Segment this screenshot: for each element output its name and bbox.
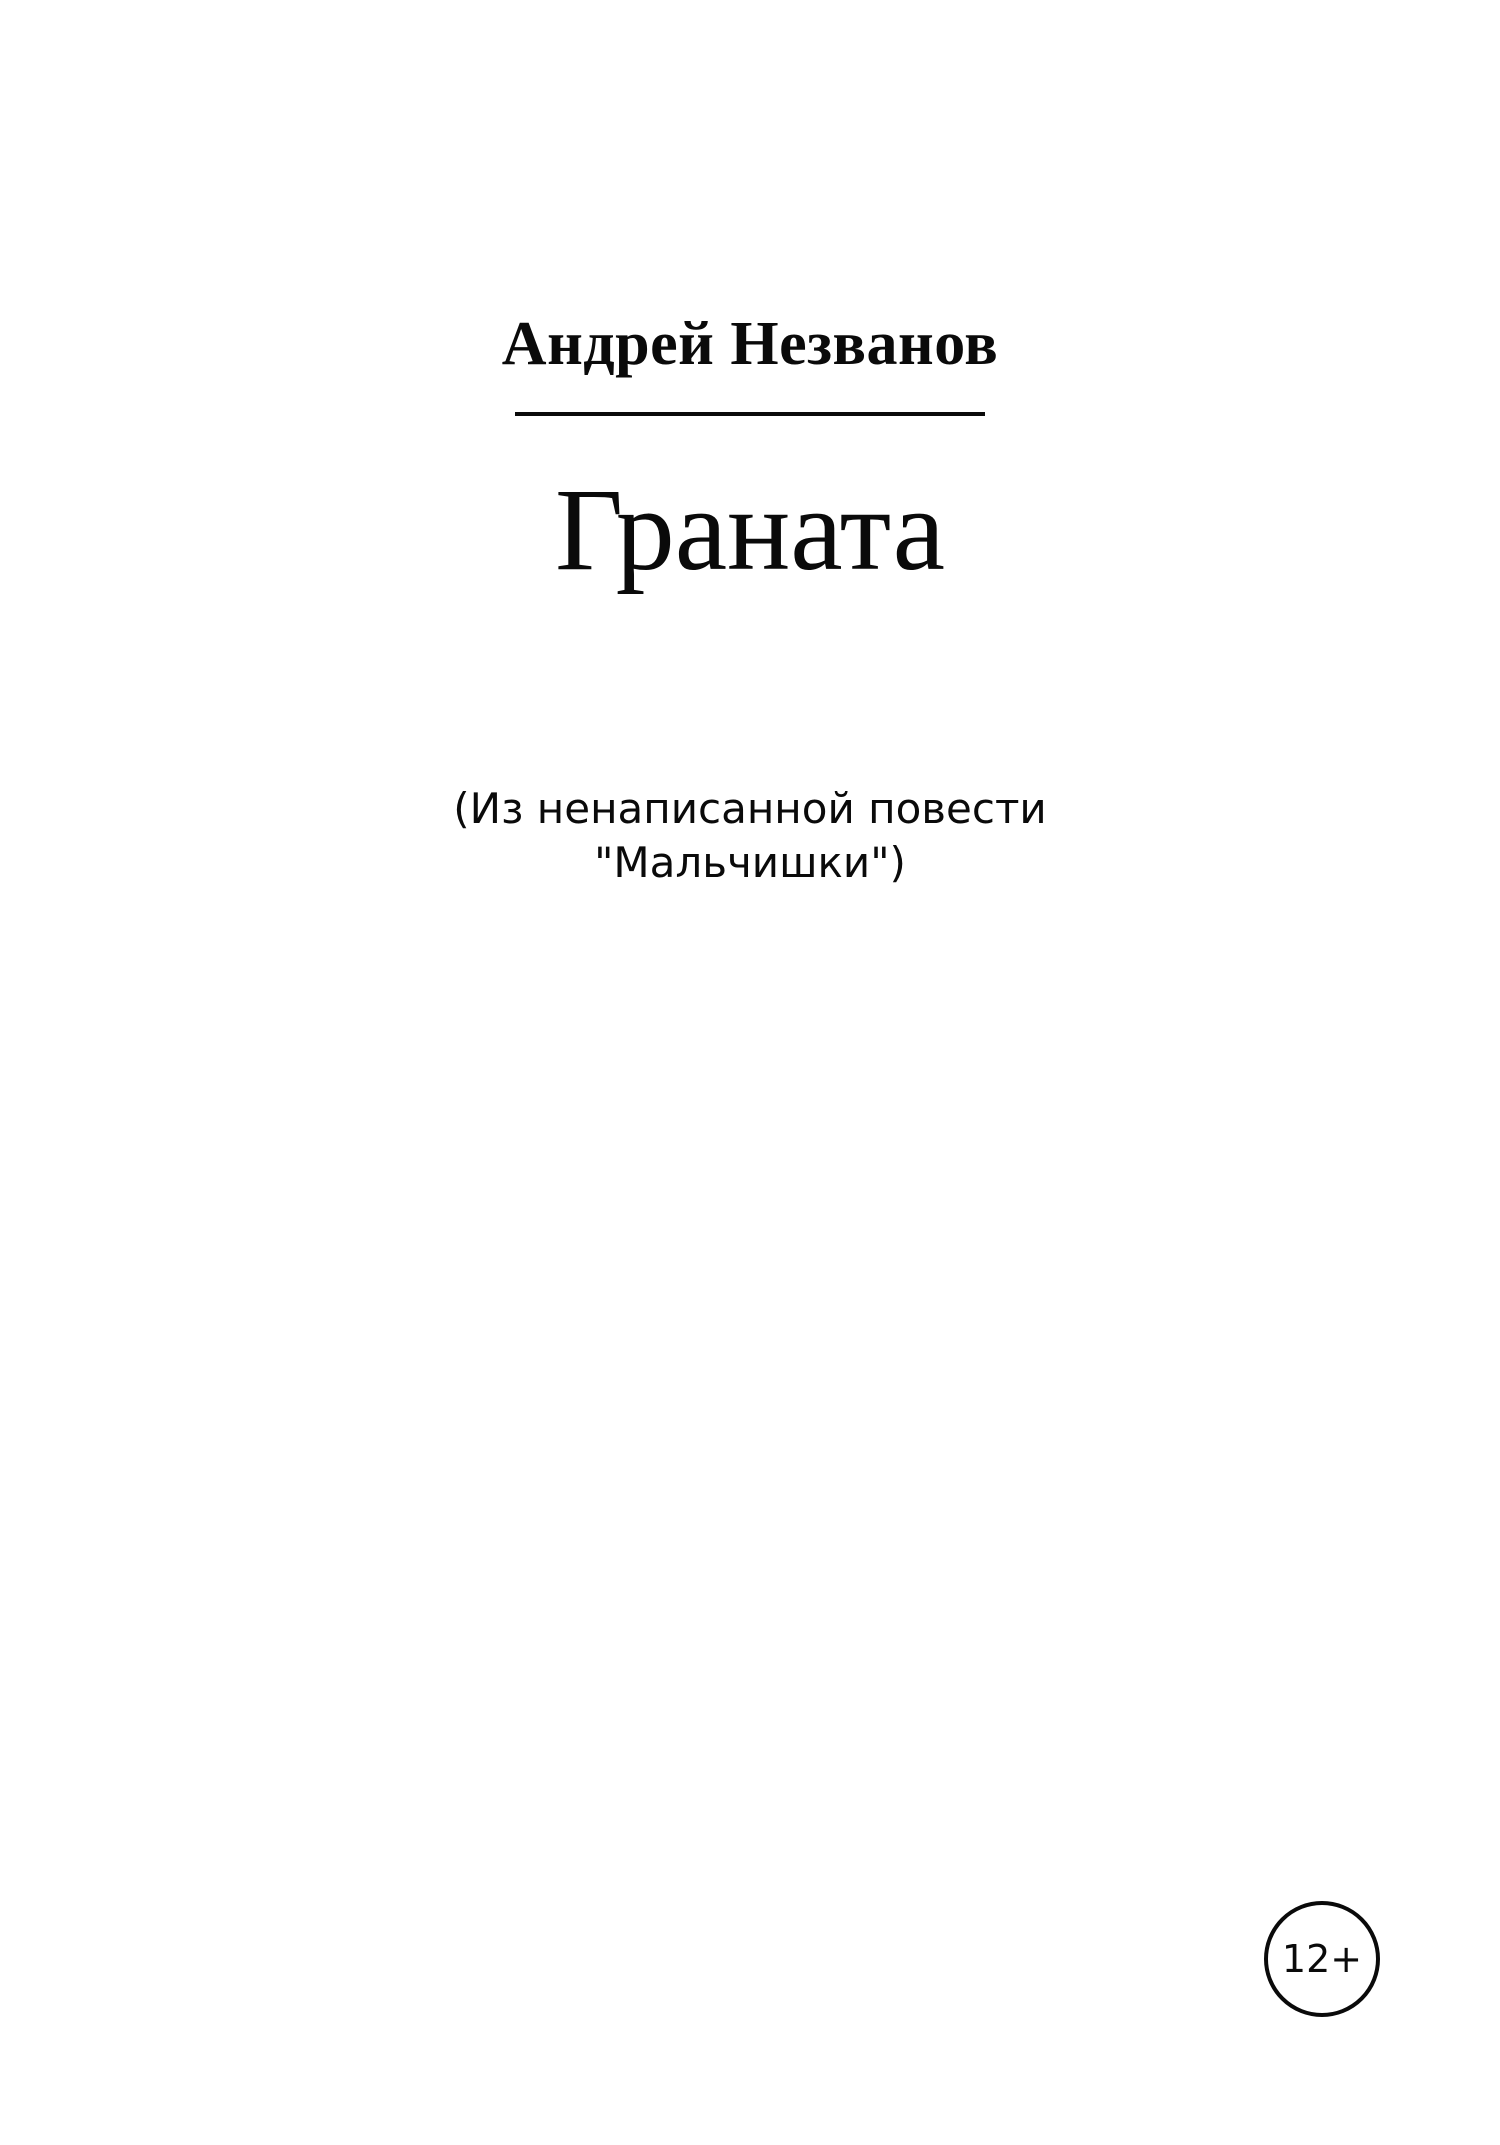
- age-rating-badge: [1264, 1901, 1380, 2017]
- horizontal-rule: [515, 412, 985, 416]
- divider: [0, 412, 1500, 416]
- book-subtitle: [300, 782, 1200, 890]
- book-title: Граната: [554, 464, 945, 596]
- author-name: Андрей Незванов: [501, 310, 999, 378]
- age-rating-label: 12+: [1281, 1937, 1363, 1981]
- subtitle-line-1: (Из ненаписанной повести: [453, 784, 1047, 834]
- cover-text-block: [0, 310, 1500, 890]
- subtitle-line-2: "Мальчишки"): [594, 837, 906, 887]
